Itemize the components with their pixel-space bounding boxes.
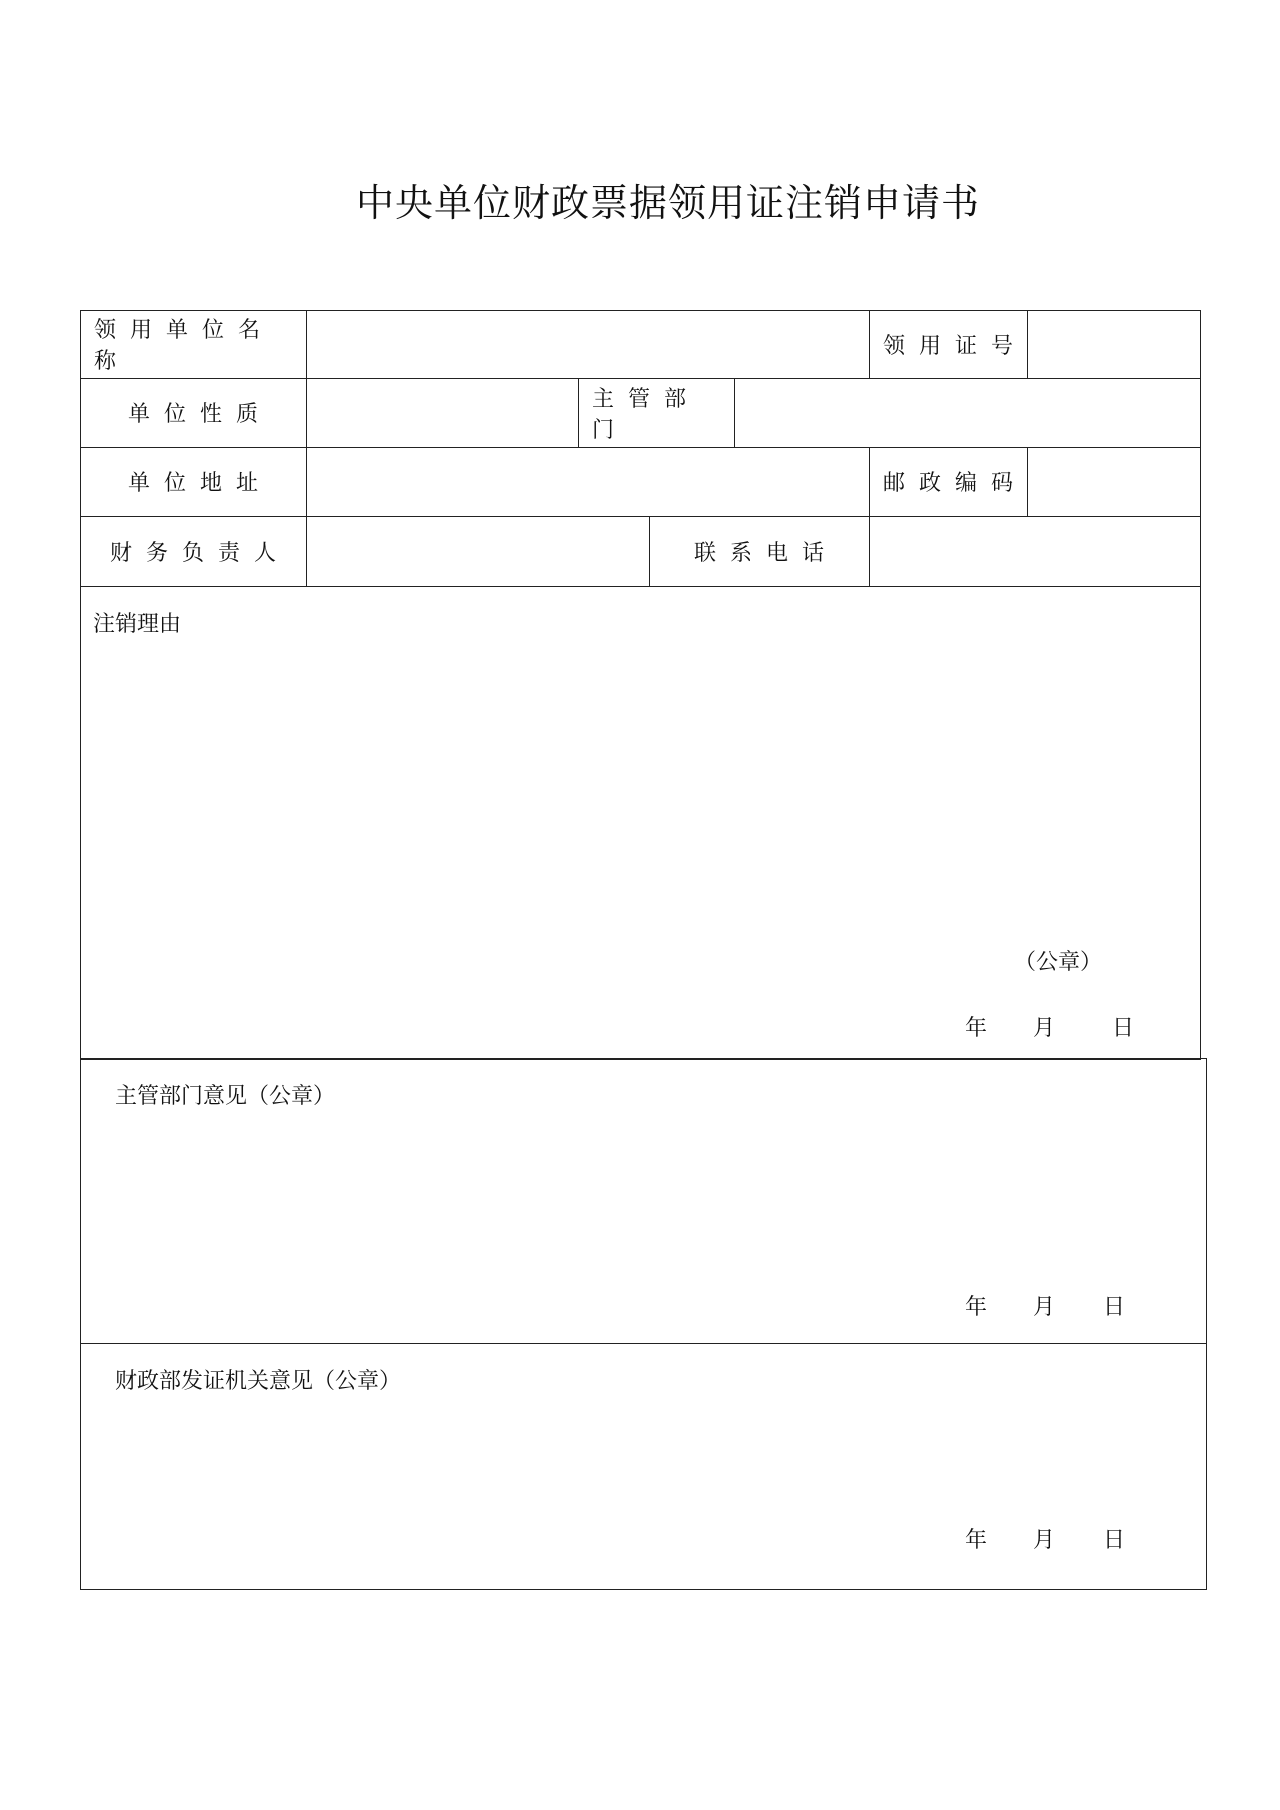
supervisor-dept-label: 主管部门 bbox=[592, 386, 701, 443]
mof-date-month: 月 bbox=[1033, 1528, 1056, 1553]
unit-nature-field[interactable] bbox=[307, 378, 578, 447]
reason-date-month: 月 bbox=[1033, 1016, 1056, 1041]
mof-opinion-label: 财政部发证机关意见（公章） bbox=[115, 1369, 402, 1394]
reason-label: 注销理由 bbox=[93, 612, 182, 637]
finance-head-label: 财务负责人 bbox=[109, 540, 290, 566]
page-title: 中央单位财政票据领用证注销申请书 bbox=[355, 181, 980, 225]
postal-code-label: 邮政编码 bbox=[883, 471, 1028, 496]
supervisor-opinion-label: 主管部门意见（公章） bbox=[115, 1084, 336, 1109]
supervisor-dept-field[interactable] bbox=[735, 378, 1200, 447]
unit-nature-label: 单位性质 bbox=[127, 402, 272, 427]
mof-date-year: 年 bbox=[965, 1528, 988, 1553]
reason-textarea[interactable] bbox=[82, 640, 1199, 940]
postal-code-field[interactable] bbox=[1028, 447, 1200, 516]
unit-name-label: 领用单位名称 bbox=[94, 318, 275, 374]
unit-name-field[interactable] bbox=[307, 310, 869, 378]
supervisor-date-year: 年 bbox=[965, 1295, 988, 1320]
mof-opinion-area[interactable] bbox=[82, 1398, 1202, 1508]
unit-address-label: 单位地址 bbox=[127, 471, 272, 496]
cert-no-label: 领用证号 bbox=[883, 333, 1028, 359]
phone-field[interactable] bbox=[870, 516, 1200, 586]
mof-date-day: 日 bbox=[1103, 1528, 1126, 1553]
supervisor-opinion-area[interactable] bbox=[82, 1112, 1202, 1282]
finance-head-field[interactable] bbox=[307, 516, 649, 586]
phone-label: 联系电话 bbox=[693, 540, 838, 566]
cert-no-field[interactable] bbox=[1028, 310, 1200, 378]
reason-date-year: 年 bbox=[965, 1016, 988, 1041]
reason-date-day: 日 bbox=[1112, 1016, 1135, 1041]
supervisor-date-day: 日 bbox=[1103, 1295, 1126, 1320]
reason-seal-label: （公章） bbox=[1014, 950, 1103, 975]
supervisor-date-month: 月 bbox=[1033, 1295, 1056, 1320]
unit-address-field[interactable] bbox=[307, 447, 869, 516]
